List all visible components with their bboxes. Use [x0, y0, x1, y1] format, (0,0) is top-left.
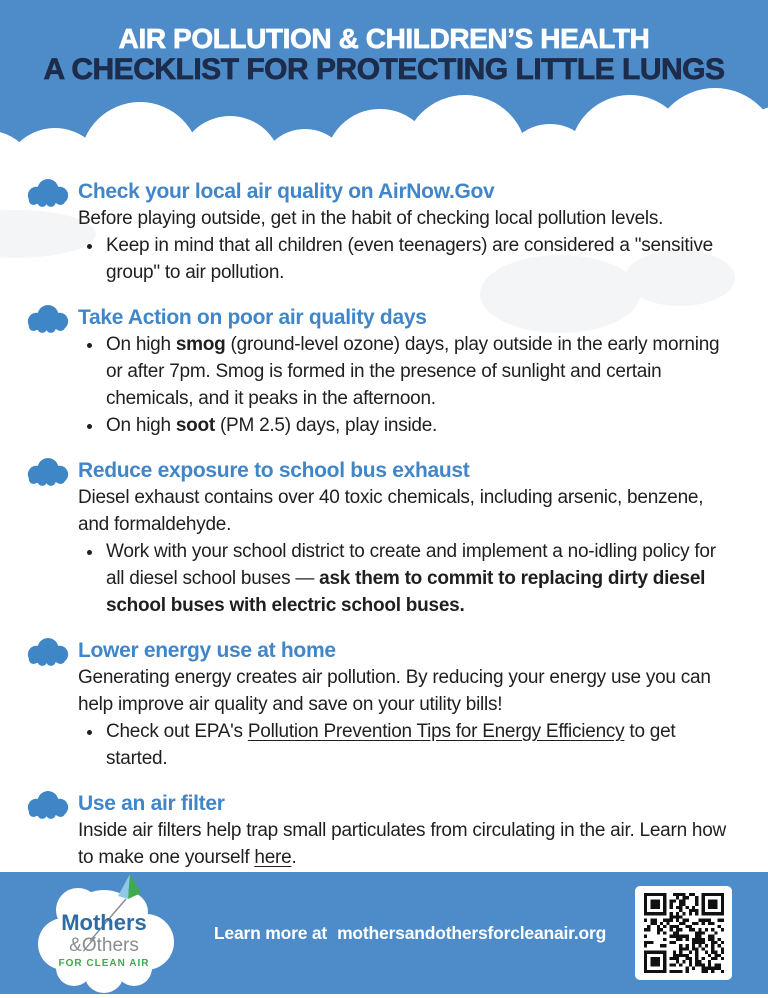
bullet-list [78, 538, 732, 619]
qr-code-image [644, 893, 724, 973]
bullet-list [78, 331, 732, 439]
section-intro: Inside air filters help trap small particulates from circulating in the air. Learn how to make one yourself here. [78, 820, 727, 868]
logo-line-3: FOR CLEAN AIR [58, 958, 150, 969]
here-link[interactable]: here [254, 847, 292, 868]
bold-text: soot [175, 415, 215, 436]
cloud-icon [24, 304, 72, 333]
list-item: • Check out EPA's Pollution Prevention Tips for Energy Efficiency to get started. [104, 718, 732, 772]
bullet-list [78, 232, 732, 286]
header-banner [0, 0, 768, 170]
section-air-filter [78, 790, 732, 871]
section-intro: Generating energy creates air pollution. By reducing your energy use you can help improve air quality and save on your utility bills! [78, 667, 711, 715]
cloud-icon [24, 637, 72, 666]
list-item: • On high smog (ground-level ozone) days, play outside in the early morning or after 7pm. Smog is formed in the presence of sunlight and certain chemicals, and it peaks in the afternoon. [104, 331, 732, 412]
section-lower-energy [78, 637, 732, 772]
list-item: • Work with your school district to create and implement a no-idling policy for all diesel school buses — ask them to commit to replacing dirty diesel school buses with electric school buses. [104, 538, 732, 619]
checklist-content [0, 170, 768, 872]
section-heading: Lower energy use at home [78, 639, 336, 662]
logo-cloud [26, 868, 186, 998]
list-item: • On high soot (PM 2.5) days, play inside. [104, 412, 732, 439]
title-line-1: AIR POLLUTION & CHILDREN’S HEALTH [118, 23, 650, 54]
logo-line-1: Mothers [61, 910, 147, 935]
cloud-icon [24, 457, 72, 486]
page-title [0, 24, 768, 87]
bold-text: smog [175, 334, 226, 355]
section-heading: Reduce exposure to school bus exhaust [78, 459, 470, 482]
cloud-icon [24, 790, 72, 819]
logo-line-2: &Øthers [69, 935, 139, 956]
qr-code [635, 886, 732, 980]
section-intro: Before playing outside, get in the habit of checking local pollution levels. [78, 208, 664, 229]
bullet-list [78, 718, 732, 772]
epa-tips-link[interactable]: Pollution Prevention Tips for Energy Efficiency [247, 721, 625, 742]
section-bus-exhaust [78, 457, 732, 619]
section-check-air-quality [78, 178, 732, 286]
footer-tagline [185, 923, 635, 944]
section-heading: Take Action on poor air quality days [78, 306, 427, 329]
learn-more-label: Learn more at [213, 922, 328, 943]
section-take-action [78, 304, 732, 439]
mothers-and-others-logo [0, 872, 185, 994]
cloud-icon [24, 178, 72, 207]
footer-banner [0, 872, 768, 994]
section-heading: Check your local air quality on AirNow.Gov [78, 180, 495, 203]
title-line-2: A CHECKLIST FOR PROTECTING LITTLE LUNGS [43, 53, 725, 87]
bold-text: ask them to commit to replacing dirty diesel school buses with electric school buses. [106, 568, 706, 616]
section-intro: Diesel exhaust contains over 40 toxic chemicals, including arsenic, benzene, and formaldehyde. [78, 487, 704, 535]
website-url: mothersandothersforcleanair.org [337, 922, 607, 943]
list-item: • Keep in mind that all children (even teenagers) are considered a "sensitive group" to air pollution. [104, 232, 732, 286]
section-heading: Use an air filter [78, 792, 225, 815]
